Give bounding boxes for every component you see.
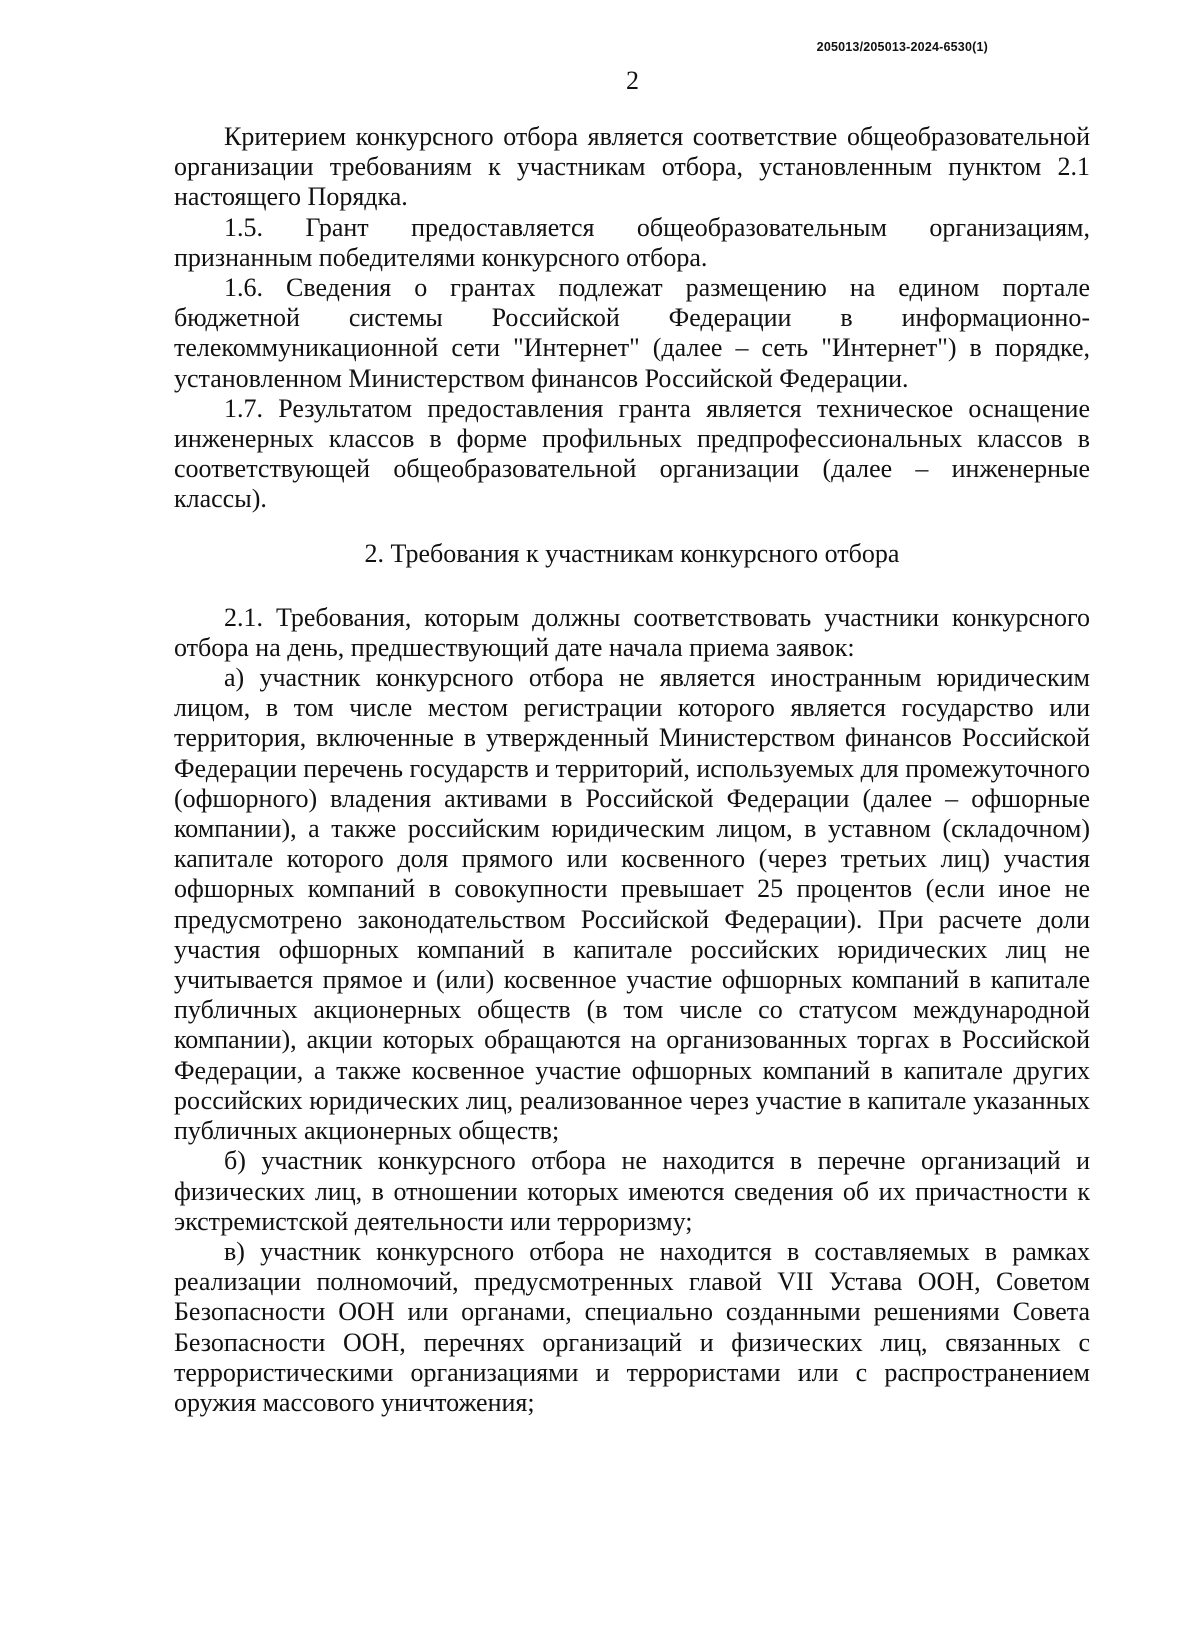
- document-id: 205013/205013-2024-6530(1): [816, 40, 988, 54]
- page-number: 2: [626, 66, 639, 95]
- document-body: [174, 122, 1090, 1418]
- paragraph-2-1-a: а) участник конкурсного отбора не является иностранным юридическим лицом, в том числе местом регистрации которого является государство или территория, включенные в утвержденный Министерством финансов Российской Федерации перечень государств и территорий, используемых для промежуточного (офшорного) владения активами в Российской Федерации (далее – офшорные компании), а также российским юридическим лицом, в уставном (складочном) капитале которого доля прямого или косвенного (через третьих лиц) участия офшорных компаний в совокупности превышает 25 процентов (если иное не предусмотрено законодательством Российской Федерации). При расчете доли участия офшорных компаний в капитале российских юридических лиц не учитывается прямое и (или) косвенное участие офшорных компаний в капитале публичных акционерных обществ (в том числе со статусом международной компании), акции которых обращаются на организованных торгах в Российской Федерации, а также косвенное участие офшорных компаний в капитале других российских юридических лиц, реализованное через участие в капитале указанных публичных акционерных обществ;: [174, 663, 1090, 1146]
- paragraph-2-1: 2.1. Требования, которым должны соответствовать участники конкурсного отбора на день, предшествующий дате начала приема заявок:: [174, 602, 1090, 662]
- paragraph-criterion: Критерием конкурсного отбора является соответствие общеобразовательной организации требованиям к участникам отбора, установленным пунктом 2.1 настоящего Порядка.: [174, 122, 1090, 212]
- paragraph-1-6: 1.6. Сведения о грантах подлежат размещению на едином портале бюджетной системы Российской Федерации в информационно-телекоммуникационной сети "Интернет" (далее – сеть "Интернет") в порядке, установленном Министерством финансов Российской Федерации.: [174, 273, 1090, 393]
- paragraph-1-7: 1.7. Результатом предоставления гранта является техническое оснащение инженерных классов в форме профильных предпрофессиональных классов в соответствующей общеобразовательной организации (далее – инженерные классы).: [174, 393, 1090, 514]
- paragraph-2-1-b: б) участник конкурсного отбора не находится в перечне организаций и физических лиц, в отношении которых имеются сведения об их причастности к экстремистской деятельности или терроризму;: [174, 1146, 1090, 1236]
- section-heading: 2. Требования к участникам конкурсного отбора: [364, 538, 900, 568]
- paragraph-2-1-v: в) участник конкурсного отбора не находится в составляемых в рамках реализации полномочий, предусмотренных главой VII Устава ООН, Советом Безопасности ООН или органами, специально созданными решениями Совета Безопасности ООН, перечнях организаций и физических лиц, связанных с террористическими организациями и террористами или с распространением оружия массового уничтожения;: [174, 1236, 1090, 1417]
- paragraph-1-5: 1.5. Грант предоставляется общеобразовательным организациям, признанным победителями конкурсного отбора.: [174, 212, 1090, 272]
